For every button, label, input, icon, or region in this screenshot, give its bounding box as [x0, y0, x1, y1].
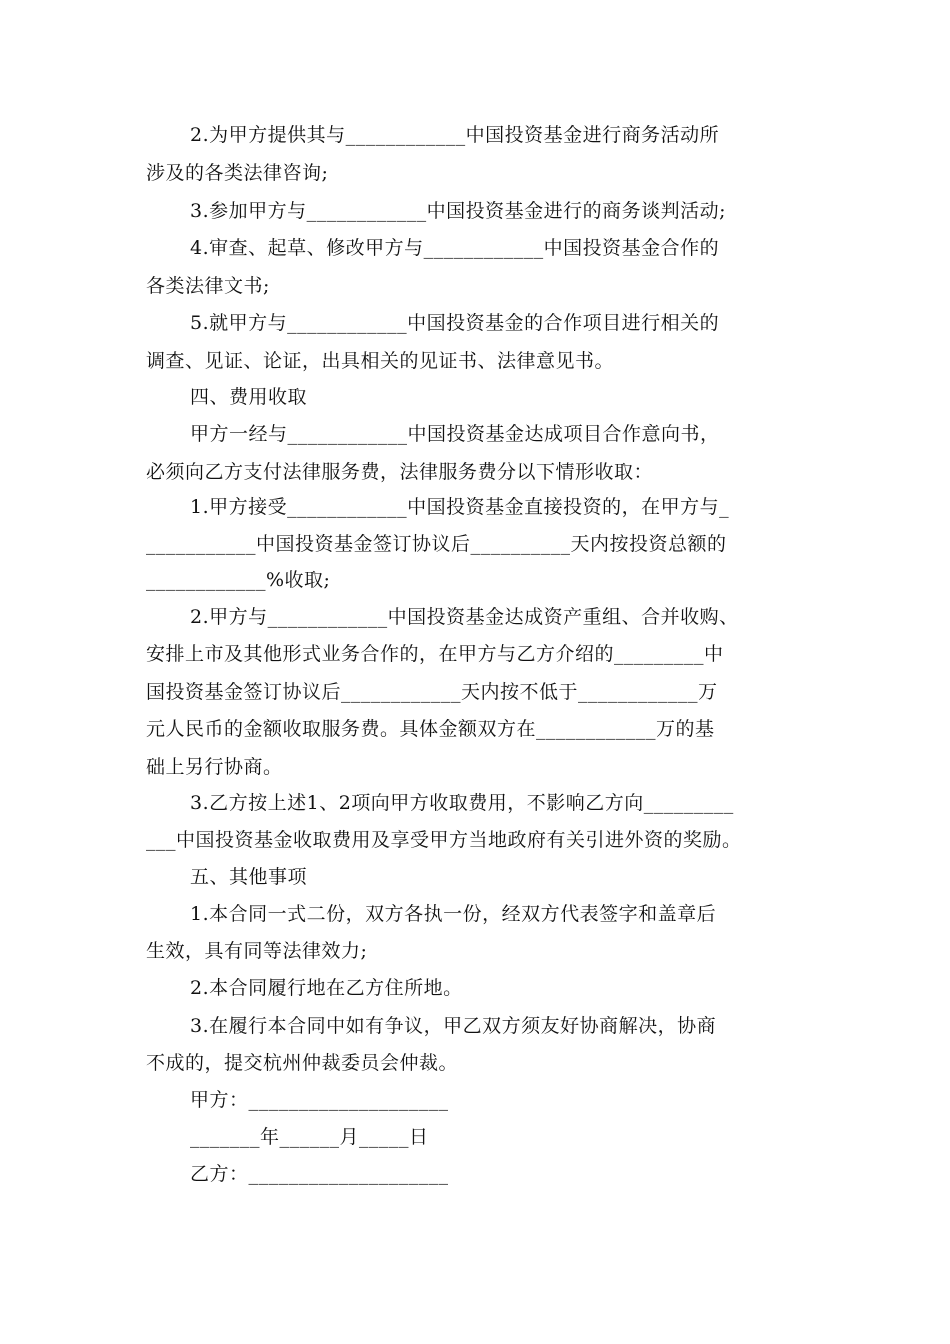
clause-2-line-1: 2.为甲方提供其与____________中国投资基金进行商务活动所 — [190, 124, 720, 146]
party-b-signature: 乙方：____________________ — [190, 1163, 449, 1185]
clause-4-line-2: 各类法律文书; — [146, 275, 270, 297]
fee-3-line-2: ___中国投资基金收取费用及享受甲方当地政府有关引进外资的奖励。 — [146, 829, 742, 851]
section-4-heading: 四、费用收取 — [190, 386, 308, 408]
fee-intro-line-1: 甲方一经与____________中国投资基金达成项目合作意向书， — [190, 423, 720, 445]
clause-3-line: 3.参加甲方与____________中国投资基金进行的商务谈判活动; — [190, 200, 727, 222]
other-1-line-1: 1.本合同一式二份，双方各执一份，经双方代表签字和盖章后 — [190, 903, 717, 925]
fee-2-line-3: 国投资基金签订协议后____________天内按不低于____________万 — [146, 681, 718, 703]
fee-1-line-3: ____________%收取; — [146, 569, 331, 591]
other-2-line: 2.本合同履行地在乙方住所地。 — [190, 977, 463, 999]
fee-1-line-1: 1.甲方接受____________中国投资基金直接投资的，在甲方与_ — [190, 496, 730, 518]
fee-2-line-1: 2.甲方与____________中国投资基金达成资产重组、合并收购、 — [190, 606, 739, 628]
party-a-signature: 甲方：____________________ — [190, 1089, 449, 1111]
section-5-heading: 五、其他事项 — [190, 866, 308, 888]
clause-5-line-2: 调查、见证、论证，出具相关的见证书、法律意见书。 — [146, 350, 615, 372]
clause-5-line-1: 5.就甲方与____________中国投资基金的合作项目进行相关的 — [190, 312, 720, 334]
fee-3-line-1: 3.乙方按上述1、2项向甲方收取费用，不影响乙方向_________ — [190, 792, 734, 814]
clause-2-line-2: 涉及的各类法律咨询; — [146, 162, 329, 184]
fee-2-line-4: 元人民币的金额收取服务费。具体金额双方在____________万的基 — [146, 718, 715, 740]
fee-1-line-2: ___________中国投资基金签订协议后__________天内按投资总额的 — [146, 533, 727, 555]
date-line: _______年______月_____日 — [190, 1126, 429, 1148]
fee-intro-line-2: 必须向乙方支付法律服务费，法律服务费分以下情形收取： — [146, 461, 654, 483]
other-1-line-2: 生效，具有同等法律效力; — [146, 940, 368, 962]
fee-2-line-5: 础上另行协商。 — [146, 756, 283, 778]
other-3-line-2: 不成的，提交杭州仲裁委员会仲裁。 — [146, 1052, 459, 1074]
clause-4-line-1: 4.审查、起草、修改甲方与____________中国投资基金合作的 — [190, 237, 720, 259]
fee-2-line-2: 安排上市及其他形式业务合作的，在甲方与乙方介绍的_________中 — [146, 643, 724, 665]
other-3-line-1: 3.在履行本合同中如有争议，甲乙双方须友好协商解决，协商 — [190, 1015, 717, 1037]
